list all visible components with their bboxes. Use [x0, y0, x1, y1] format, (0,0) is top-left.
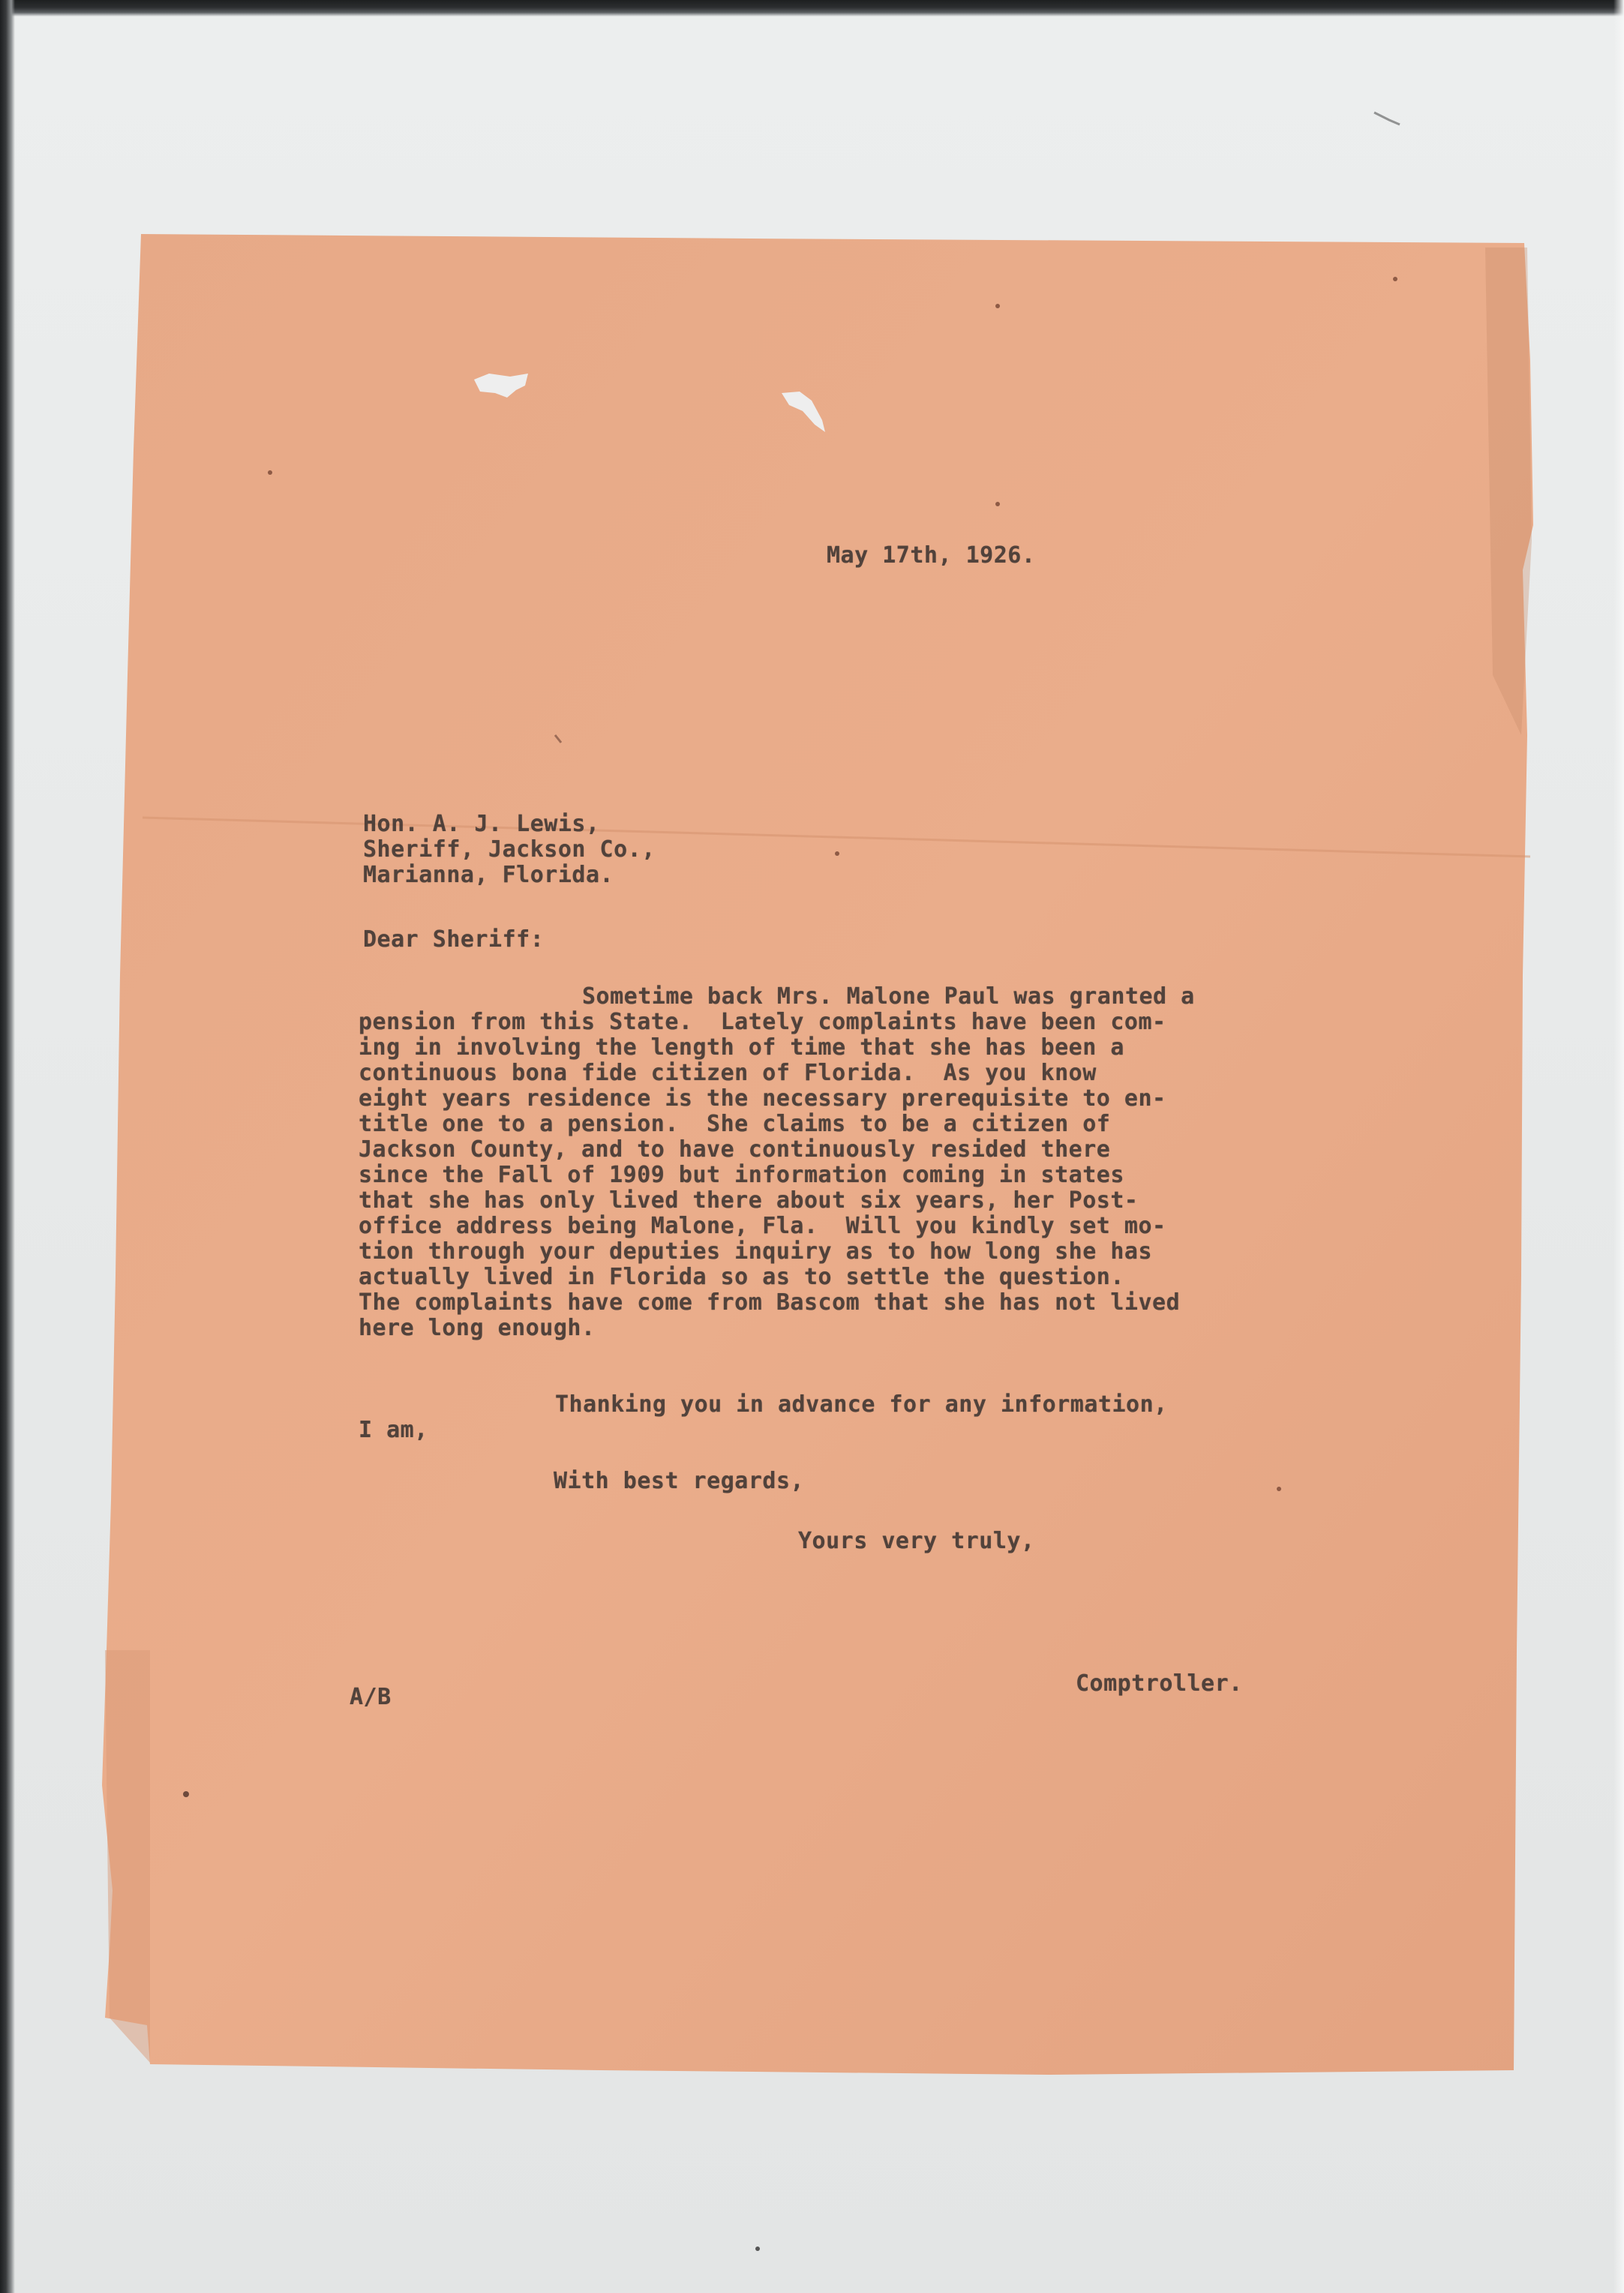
body-line: Sometime back Mrs. Malone Paul was granted a: [582, 983, 1195, 1010]
typist-initials: A/B: [350, 1684, 392, 1710]
recipient-name-line: Hon. A. J. Lewis,: [363, 811, 600, 837]
body-line: here long enough.: [359, 1315, 596, 1341]
paper-speck: [755, 2246, 760, 2251]
body-line: title one to a pension. She claims to be a citizen of: [359, 1111, 1111, 1137]
body-line: office address being Malone, Fla. Will you kindly set mo-: [359, 1213, 1166, 1239]
body-line: actually lived in Florida so as to settle the question.: [359, 1264, 1124, 1290]
body-line: The complaints have come from Bascom that she has not lived: [359, 1289, 1181, 1316]
paper-speck: [835, 851, 839, 856]
body-line: ing in involving the length of time that she has been a: [359, 1034, 1124, 1061]
body-line: tion through your deputies inquiry as to how long she has: [359, 1238, 1153, 1265]
paper-speck: [183, 1791, 189, 1797]
salutation: Dear Sheriff:: [363, 926, 545, 953]
paper-speck: [1393, 277, 1397, 281]
regards-line: With best regards,: [554, 1468, 805, 1494]
recipient-city-line: Marianna, Florida.: [363, 862, 614, 888]
paper-smudge-mark: [1374, 113, 1400, 125]
body-line: continuous bona fide citizen of Florida. As you know: [359, 1060, 1097, 1086]
body-line: Jackson County, and to have continuously resided there: [359, 1136, 1111, 1163]
body-line: eight years residence is the necessary prerequisite to en-: [359, 1085, 1166, 1112]
letter-date: May 17th, 1926.: [827, 542, 1036, 569]
recipient-title-line: Sheriff, Jackson Co.,: [363, 836, 656, 863]
paper-speck: [1277, 1487, 1281, 1491]
paper-speck: [995, 502, 1000, 506]
paper-left-wear: [105, 1650, 150, 2063]
paper-speck: [268, 470, 272, 475]
i-am-line: I am,: [359, 1417, 428, 1443]
body-line: since the Fall of 1909 but information coming in states: [359, 1162, 1124, 1188]
body-line: pension from this State. Lately complaints have been com-: [359, 1009, 1166, 1035]
thanks-line: Thanking you in advance for any information,: [555, 1391, 1168, 1418]
closing-line: Yours very truly,: [798, 1528, 1035, 1554]
signature-title: Comptroller.: [1076, 1670, 1243, 1697]
paper-speck: [995, 304, 1000, 308]
body-line: that she has only lived there about six years, her Post-: [359, 1187, 1139, 1214]
